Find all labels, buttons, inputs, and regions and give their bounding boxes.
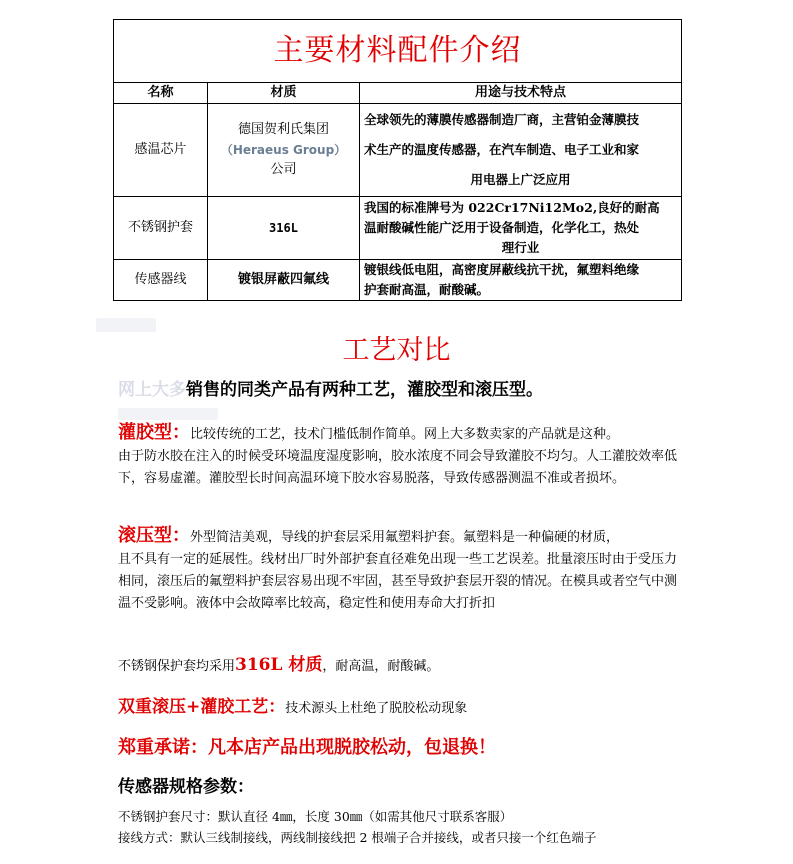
desc-line: 用电器上广泛应用 [470, 172, 571, 187]
intro-faded: 网上大多 [118, 380, 186, 400]
spec-line: 不锈钢护套尺寸：默认直径 4㎜，长度 30㎜（如需其他尺寸联系客服） [118, 809, 513, 824]
cell-name: 不锈钢护套 [114, 197, 208, 260]
rolling-label: 滚压型： [118, 525, 190, 546]
desc-line: 温耐酸碱性能广泛用于设备制造，化学化工，热处 [364, 220, 640, 235]
potting-lead: 比较传统的工艺，技术门槛低制作简单。网上大多数卖家的产品就是这种。 [190, 427, 620, 442]
intro-text: 销售的同类产品有两种工艺，灌胶型和滚压型。 [186, 380, 543, 400]
header-desc: 用途与技术特点 [360, 83, 682, 104]
cell-material: 镀银屏蔽四氟线 [208, 260, 360, 301]
cell-name: 传感器线 [114, 260, 208, 301]
material-line-latin: （Heraeus Group） [220, 143, 347, 157]
process-title: 工艺对比 [342, 335, 451, 366]
rolling-section [118, 525, 688, 615]
cell-material: 316L [208, 197, 360, 260]
materials-table [113, 19, 682, 301]
cell-desc [360, 197, 682, 260]
note-highlight: 316L 材质 [235, 655, 323, 675]
header-material: 材质 [208, 83, 360, 104]
cell-name: 感温芯片 [114, 104, 208, 197]
faded-smudge [118, 408, 218, 420]
note-prefix: 不锈钢保护套均采用 [118, 659, 236, 674]
desc-line: 护套耐高温，耐酸碱。 [364, 282, 490, 297]
note-suffix: ，耐高温，耐酸碱。 [322, 659, 440, 674]
cell-desc [360, 104, 682, 197]
table-row [114, 197, 682, 260]
desc-line: 术生产的温度传感器，在汽车制造、电子工业和家 [364, 142, 640, 157]
table-row [114, 104, 682, 197]
faded-smudge [96, 318, 156, 332]
material-line: 公司 [270, 162, 297, 177]
material-note [118, 650, 439, 675]
potting-body: 由于防水胶在注入的时候受环境温度湿度影响，胶水浓度不同会导致灌胶不均匀。人工灌胶效率低下，容易虚灌。灌胶型长时间高温环境下胶水容易脱落，导致传感器测温不准或者损坏。 [118, 449, 678, 486]
desc-line: 我国的标准牌号为 022Cr17Ni12Mo2,良好的耐高 [364, 200, 660, 215]
cell-material [208, 104, 360, 197]
spec-line: 接线方式：默认三线制接线，两线制接线把 2 根端子合并接线，或者只接一个红色端子 [118, 830, 597, 845]
desc-line: 全球领先的薄膜传感器制造厂商，主营铂金薄膜技 [364, 112, 640, 127]
header-name: 名称 [114, 83, 208, 104]
material-line: 德国贺利氏集团 [237, 122, 329, 137]
table-row [114, 260, 682, 301]
process-intro [118, 375, 543, 400]
rolling-body: 且不具有一定的延展性。线材出厂时外部护套直径难免出现一些工艺误差。批量滚压时由于受压力相同，滚压后的氟塑料护套层容易出现不牢固，甚至导致护套层开裂的情况。在模具或者空气中测温不受影响。液体中会故障率比较高，稳定性和使用寿命大打折扣 [118, 552, 678, 611]
potting-label: 灌胶型： [118, 422, 190, 443]
desc-line: 理行业 [501, 240, 540, 255]
desc-line: 镀银线低电阻，高密度屏蔽线抗干扰，氟塑料绝缘 [364, 262, 640, 277]
dual-text: 技术源头上杜绝了脱胶松动现象 [285, 701, 468, 716]
promise: 郑重承诺：凡本店产品出现脱胶松动，包退换！ [118, 737, 496, 758]
table-title: 主要材料配件介绍 [114, 20, 682, 83]
dual-process [118, 692, 467, 717]
rolling-lead: 外型简洁美观，导线的护套层采用氟塑料护套。氟塑料是一种偏硬的材质， [190, 530, 620, 545]
dual-label: 双重滚压+灌胶工艺： [118, 697, 286, 717]
materials-table-wrap [113, 19, 681, 301]
spec-title: 传感器规格参数： [118, 777, 254, 797]
potting-section [118, 422, 688, 490]
cell-desc [360, 260, 682, 301]
